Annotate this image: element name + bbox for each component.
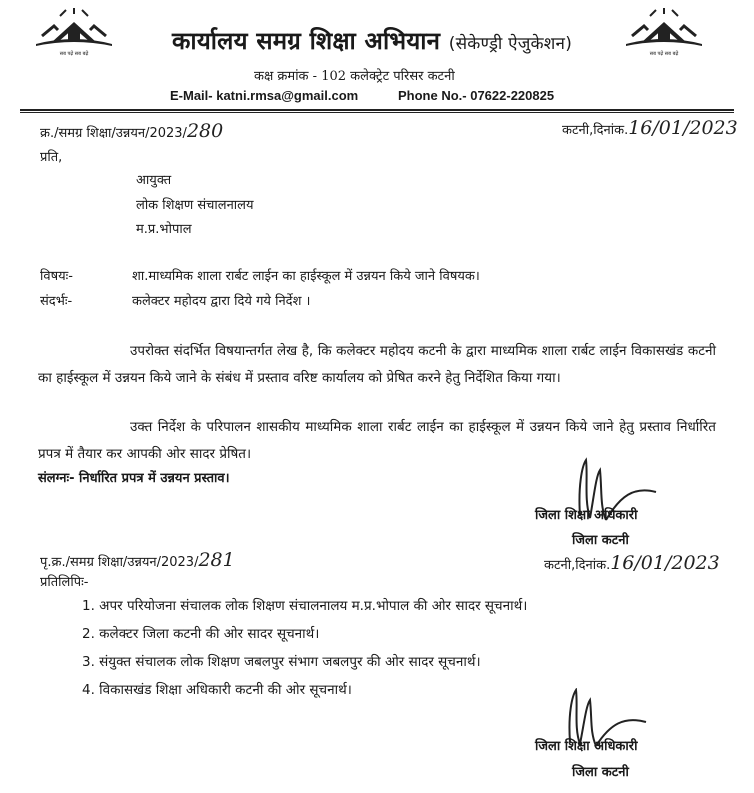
to-label: प्रति,	[40, 150, 63, 165]
copy-ref-handwritten: 281	[198, 549, 235, 571]
office-title	[172, 24, 572, 57]
copy-ref-number: पृ.क्र./समग्र शिक्षा/उन्नयन/2023/	[40, 555, 199, 570]
copy-date	[544, 552, 720, 574]
recipient-line-1: आयुक्त	[136, 173, 172, 188]
cc-label: प्रतिलिपिः-	[40, 575, 89, 590]
header-divider	[20, 109, 734, 111]
office-address: कक्ष क्रमांक - 102 कलेक्ट्रेट परिसर कटनी	[254, 69, 455, 84]
subject-label: विषयः-	[40, 269, 73, 284]
recipient-line-3: म.प्र.भोपाल	[136, 222, 192, 237]
letter-ref-number: क्र./समग्र शिक्षा/उन्नयन/2023/	[40, 126, 187, 141]
phone-text: Phone No.- 07622-220825	[398, 88, 555, 103]
svg-text:सब पढ़ें सब बढ़ें: सब पढ़ें सब बढ़ें	[649, 51, 679, 57]
letter-ref-handwritten: 280	[186, 120, 224, 142]
svg-text:सब पढ़ें सब बढ़ें: सब पढ़ें सब बढ़ें	[59, 51, 89, 57]
office-title-suffix: (सेकेण्ड्री ऐजुकेशन)	[448, 34, 573, 54]
reference-text: कलेक्टर महोदय द्वारा दिये गये निर्देश ।	[132, 294, 311, 309]
body-paragraph-1: उपरोक्त संदर्भित विषयान्तर्गत लेख है, कि कलेक्टर महोदय कटनी के द्वारा माध्यमिक शाला रार्बट लाईन विकासखंड कटनी का हाईस्कूल में उन्नयन किये जाने के संबंध में प्रस्ताव वरिष्ट कार्यालय को प्रेषित करने हेतु निर्देशित किया गया।	[38, 343, 716, 386]
samagra-shiksha-logo-left	[32, 8, 116, 60]
header-divider-thin	[20, 112, 734, 113]
body-paragraph-2: उक्त निर्देश के परिपालन शासकीय माध्यमिक शाला रार्बट लाईन का हाईस्कूल में उन्नयन किये जाने हेतु प्रस्ताव निर्धारित प्रपत्र में तैयार कर आपकी ओर सादर प्रेषित।	[38, 419, 716, 462]
samagra-shiksha-logo-right	[622, 8, 706, 60]
letter-reference	[40, 120, 223, 142]
cc-list	[82, 592, 527, 704]
copy-reference	[40, 549, 235, 571]
letter-date-label: कटनी,दिनांक.	[562, 123, 629, 138]
signatory-title: जिला शिक्षा अधिकारी	[535, 508, 638, 523]
letter-date	[562, 117, 738, 139]
copy-date-label: कटनी,दिनांक.	[544, 558, 611, 573]
copy-date-handwritten: 16/01/2023	[610, 552, 720, 574]
reference-label: संदर्भः-	[40, 294, 73, 309]
signatory-place: जिला कटनी	[572, 533, 629, 548]
signatory-title-2: जिला शिक्षा अधिकारी	[535, 739, 638, 754]
list-item: 2. कलेक्टर जिला कटनी की ओर सादर सूचनार्थ।	[82, 626, 320, 642]
letter-date-handwritten: 16/01/2023	[628, 117, 738, 139]
subject-text: शा.माध्यमिक शाला रार्बट लाईन का हाईस्कूल में उन्नयन किये जाने विषयक।	[132, 269, 480, 284]
email-text: E-Mail- katni.rmsa@gmail.com	[170, 88, 359, 103]
office-title-main: कार्यालय समग्र शिक्षा अभियान	[172, 27, 441, 55]
list-item: 3. संयुक्त संचालक लोक शिक्षण जबलपुर संभाग जबलपुर की ओर सादर सूचनार्थ।	[82, 654, 481, 670]
signatory-place-2: जिला कटनी	[572, 765, 629, 780]
enclosure-line: संलग्नः- निर्धारित प्रपत्र में उन्नयन प्रस्ताव।	[38, 471, 230, 486]
list-item: 1. अपर परियोजना संचालक लोक शिक्षण संचालनालय म.प्र.भोपाल की ओर सादर सूचनार्थ।	[82, 598, 528, 614]
list-item: 4. विकासखंड शिक्षा अधिकारी कटनी की ओर सूचनार्थ।	[82, 682, 352, 698]
contact-line	[170, 88, 555, 103]
recipient-line-2: लोक शिक्षण संचालनालय	[136, 198, 254, 213]
